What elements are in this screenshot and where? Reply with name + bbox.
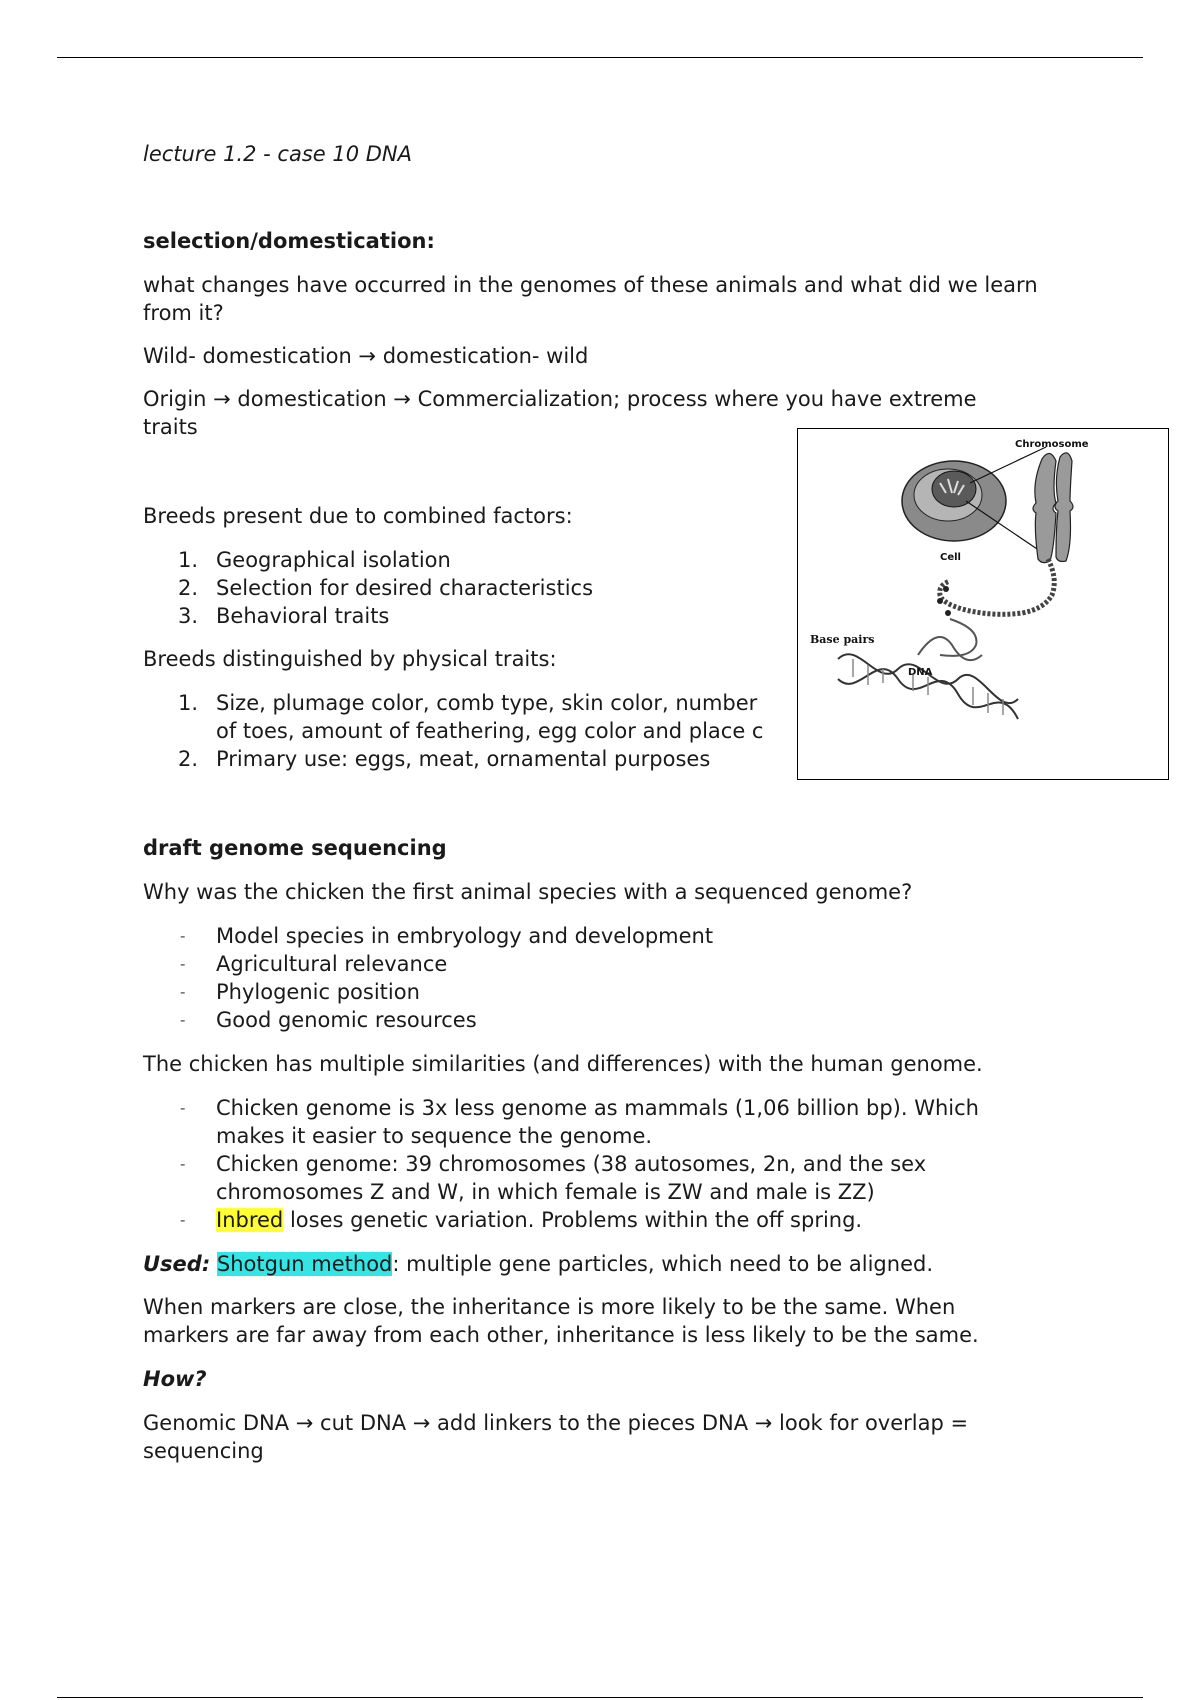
label-chromosome: Chromosome [1015, 439, 1089, 450]
document-title: lecture 1.2 - case 10 DNA [143, 142, 412, 166]
highlight-inbred: Inbred [216, 1208, 284, 1232]
histone-bead [945, 610, 951, 616]
paragraph-why-chicken: Why was the chicken the first animal species with a sequenced genome? [143, 880, 913, 904]
header-rule [57, 57, 1143, 58]
section-heading-domestication: selection/domestication: [143, 229, 435, 253]
highlight-shotgun: Shotgun method [216, 1252, 393, 1276]
list-item: - Inbred loses genetic variation. Problems within the off spring. [180, 1208, 863, 1232]
paragraph-question: what changes have occurred in the genomes of these animals and what did we learn from it? [143, 273, 1038, 325]
footer-rule [57, 1697, 1143, 1698]
paragraph-flow-wild: Wild- domestication → domestication- wild [143, 344, 589, 368]
paragraph-used: Used: Shotgun method: multiple gene particles, which need to be aligned. [143, 1252, 933, 1276]
dna-chromosome-figure [797, 428, 1169, 780]
list-item: - Model species in embryology and development [180, 924, 714, 948]
reasons-list [143, 922, 1043, 1034]
paragraph-process: Genomic DNA → cut DNA → add linkers to the pieces DNA → look for overlap = sequencing [143, 1411, 969, 1463]
nucleus-shape [932, 471, 976, 507]
list-item: 2. Selection for desired characteristics [178, 576, 594, 600]
chromatin-fiber [940, 559, 1055, 614]
list-item: 1. Size, plumage color, comb type, skin color, number of toes, amount of feathering, egg color and place c [178, 691, 764, 743]
used-label: Used: [143, 1252, 211, 1276]
list-item: - Agricultural relevance [180, 952, 448, 976]
list-item: 2. Primary use: eggs, meat, ornamental purposes [178, 747, 711, 771]
paragraph-distinguished-intro: Breeds distinguished by physical traits: [143, 647, 557, 671]
label-base-pairs: Base pairs [810, 633, 875, 646]
paragraph-flow-origin: Origin → domestication → Commercialization; process where you have extreme traits [143, 387, 977, 439]
dna-illustration [798, 429, 1168, 779]
histone-bead [937, 598, 943, 604]
paragraph-similarities: The chicken has multiple similarities (and differences) with the human genome. [143, 1052, 983, 1076]
document-body [143, 140, 1043, 1465]
paragraph-markers: When markers are close, the inheritance is more likely to be the same. When markers are far away from each other, inheritance is less likely to be the same. [143, 1295, 979, 1347]
label-dna: DNA [908, 667, 933, 678]
chromosome-shape [1055, 453, 1073, 562]
paragraph-how: How? [143, 1367, 207, 1391]
chromosome-shape [1033, 453, 1056, 562]
paragraph-breeds-intro: Breeds present due to combined factors: [143, 504, 573, 528]
list-item: - Chicken genome is 3x less genome as mammals (1,06 billion bp). Which makes it easier to sequence the genome. [180, 1096, 979, 1148]
label-cell: Cell [940, 552, 961, 563]
list-item: - Chicken genome: 39 chromosomes (38 autosomes, 2n, and the sex chromosomes Z and W, in which female is ZW and male is ZZ) [180, 1152, 927, 1204]
list-item: 1. Geographical isolation [178, 548, 451, 572]
list-item: - Phylogenic position [180, 980, 420, 1004]
connector-line [970, 447, 1046, 483]
histone-bead [943, 586, 949, 592]
facts-list [143, 1094, 1043, 1234]
section-heading-sequencing: draft genome sequencing [143, 836, 447, 860]
list-item: 3. Behavioral traits [178, 604, 390, 628]
list-item: - Good genomic resources [180, 1008, 477, 1032]
